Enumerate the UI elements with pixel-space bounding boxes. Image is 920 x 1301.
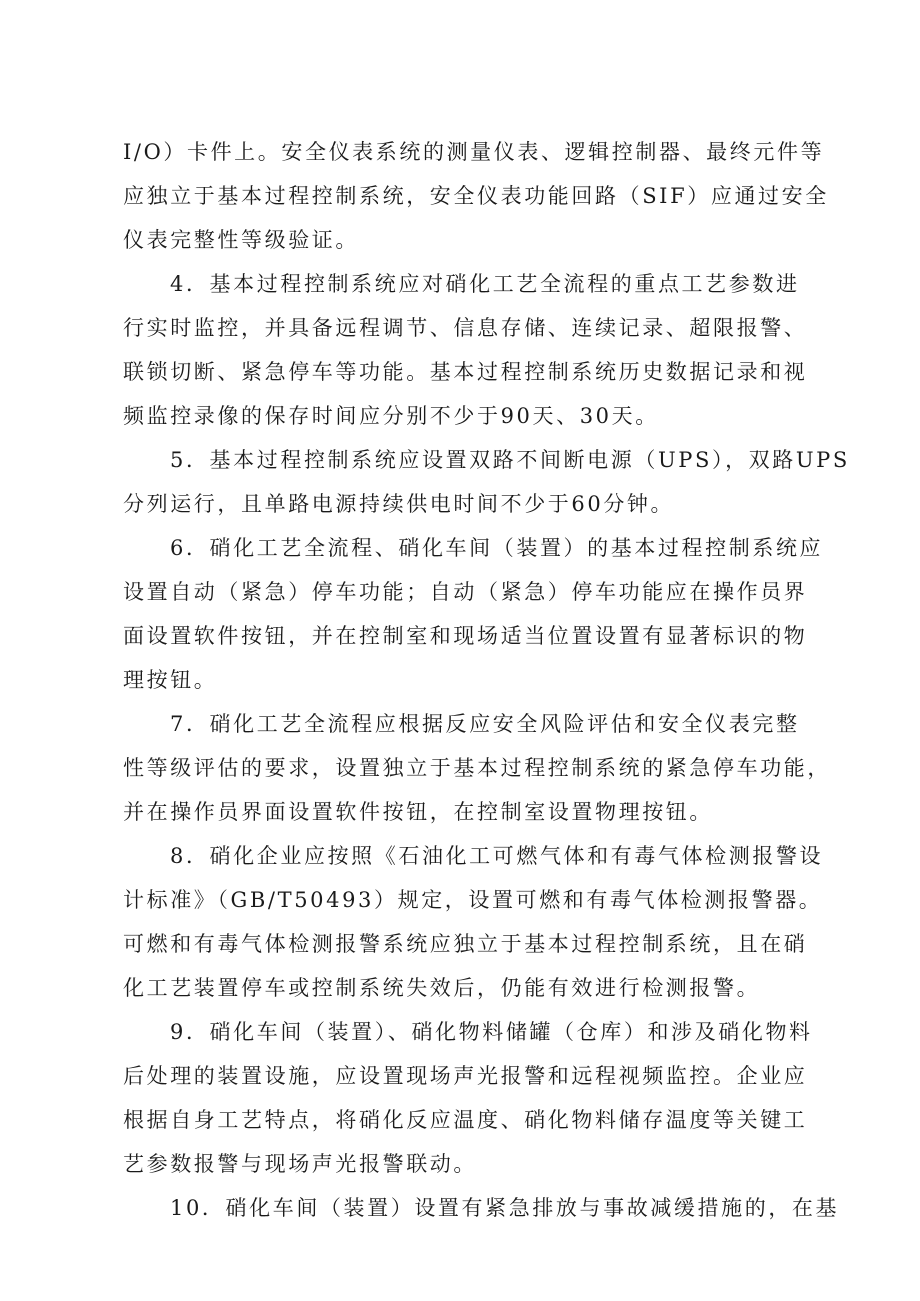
text-line: 联锁切断、紧急停车等功能。基本过程控制系统历史数据记录和视 [123,360,808,384]
text-line: 6．硝化工艺全流程、硝化车间（装置）的基本过程控制系统应 [170,536,824,560]
text-line: 分列运行，且单路电源持续供电时间不少于60分钟。 [123,492,675,516]
text-line: 8．硝化企业应按照《石油化工可燃气体和有毒气体检测报警设 [170,844,824,868]
text-line: 9．硝化车间（装置）、硝化物料储罐（仓库）和涉及硝化物料 [170,1020,813,1044]
text-line: 根据自身工艺特点，将硝化反应温度、硝化物料储存温度等关键工 [123,1108,808,1132]
text-line: 频监控录像的保存时间应分别不少于90天、30天。 [123,404,659,428]
text-line: 10．硝化车间（装置）设置有紧急排放与事故减缓措施的，在基 [170,1196,840,1220]
text-line: 并在操作员界面设置软件按钮，在控制室设置物理按钮。 [123,800,713,824]
text-line: 可燃和有毒气体检测报警系统应独立于基本过程控制系统，且在硝 [123,932,808,956]
text-line: 仪表完整性等级验证。 [123,228,359,252]
text-line: 5．基本过程控制系统应设置双路不间断电源（UPS），双路UPS [170,448,850,472]
text-line: 行实时监控，并具备远程调节、信息存储、连续记录、超限报警、 [123,316,808,340]
text-line: 化工艺装置停车或控制系统失效后，仍能有效进行检测报警。 [123,976,761,1000]
text-line: 应独立于基本过程控制系统，安全仪表功能回路（SIF）应通过安全 [123,184,829,208]
text-line: 理按钮。 [123,668,218,692]
text-line: I/O）卡件上。安全仪表系统的测量仪表、逻辑控制器、最终元件等 [123,140,825,164]
text-line: 计标准》（GB/T50493）规定，设置可燃和有毒气体检测报警器。 [123,888,823,912]
text-line: 面设置软件按钮，并在控制室和现场适当位置设置有显著标识的物 [123,624,808,648]
text-line: 4．基本过程控制系统应对硝化工艺全流程的重点工艺参数进 [170,272,800,296]
text-line: 7．硝化工艺全流程应根据反应安全风险评估和安全仪表完整 [170,712,800,736]
text-line: 性等级评估的要求，设置独立于基本过程控制系统的紧急停车功能， [123,756,831,780]
text-line: 后处理的装置设施，应设置现场声光报警和远程视频监控。企业应 [123,1064,808,1088]
text-line: 设置自动（紧急）停车功能；自动（紧急）停车功能应在操作员界 [123,580,808,604]
text-line: 艺参数报警与现场声光报警联动。 [123,1152,477,1176]
